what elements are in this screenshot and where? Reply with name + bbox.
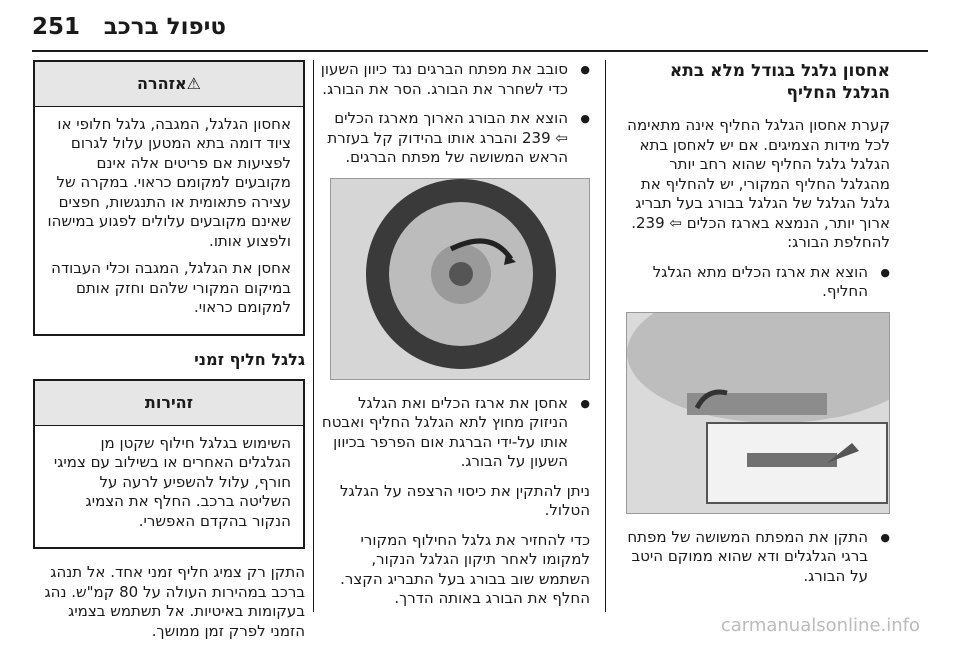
caution-text: השימוש בגלגל חילוף שקטן מן הגלגלים האחרים או בשילוב עם צמיגי חורף, עלול להשפיע לרעה על השליטה ברכב. החלף את הצמיג הנקור בהקדם האפשרי. <box>53 433 291 530</box>
warning-text: אחסון הגלגל, המגבה, גלגל חלופי או ציוד דומה בתא המטען עלול לגרום לפציעות אם פריטים אלה אינם מקובעים למקומם כראוי. במקרה של עצירה פתאומית או התנגשות, חפצים שאינם מקובעים עלולים לפגוע במישהו ולפצוע אותו. <box>47 114 291 250</box>
warning-body <box>35 107 303 334</box>
caution-box <box>33 379 305 549</box>
bullet-item: ● הוצא את הבורג הארוך מארגז הכלים ⇦ 239 והברג אותו בהידוק קל בעזרת הראש המשושה של מפתח הברגים. <box>320 109 590 168</box>
column-divider-left <box>313 60 314 612</box>
warning-icon: ⚠ <box>186 74 201 93</box>
temporary-spare-heading: גלגל חליף זמני <box>194 349 305 369</box>
bullet-item: ● אחסן את ארגז הכלים ואת הגלגל הניזוק מחוץ לתא הגלגל החליף ואבטח אותו על-ידי הברגת אום הפרפר בכיוון השעון על הבורג. <box>320 394 590 472</box>
page-number: 251 <box>32 14 81 40</box>
bullet-item: ● סובב את מפתח הברגים נגד כיוון השעון כדי לשחרר את הבורג. הסר את הבורג. <box>320 60 590 99</box>
column-divider-right <box>605 60 606 612</box>
paragraph: התקן רק צמיג חליף זמני אחד. אל תנהג ברכב במהירות העולה על 80 קמ"ש. נהג בעקומות באיטיות. אל תשתמש בצמיג הזמני לפרק זמן ממושך. <box>44 563 305 640</box>
page-header <box>0 0 960 52</box>
bullet-item: ● הוצא את ארגז הכלים מתא הגלגל החליף. <box>620 263 890 302</box>
section-heading: אחסון גלגל בגודל מלא בתא הגלגל החליף <box>669 61 890 103</box>
caution-body <box>35 426 303 548</box>
bullet-item: ● התקן את המפתח המשושה של מפתח ברגי הגלגלים ודא שהוא ממוקם היטב על הבורג. <box>620 528 890 587</box>
spare-wheel-well-photo <box>626 312 890 514</box>
paragraph: ניתן להתקין את כיסוי הרצפה על הגלגל הטלול. <box>340 481 590 519</box>
watermark: carmanualsonline.info <box>720 615 920 636</box>
spare-wheel-illustration <box>331 179 589 379</box>
right-column <box>620 60 890 596</box>
caution-header: זהירות <box>35 381 303 426</box>
spare-wheel-photo <box>330 178 590 380</box>
wheel-well-illustration <box>627 313 889 513</box>
paragraph: כדי להחזיר את גלגל החילוף המקורי למקומו לאחר תיקון הגלגל הנקור, השתמש שוב בבורג בעל התבריג הקצר. החלף את הבורג באותה הדרך. <box>340 530 590 607</box>
left-column <box>33 60 305 651</box>
intro-paragraph: קערת אחסון הגלגל החליף אינה מתאימה לכל מידות הצמיגים. אם יש לאחסן בתא הגלגל גלגל החליף שהוא רחב יותר מהגלגל החליף המקורי, יש להחליף את גלגל הגלגל של הגלגל בבורג בעל תבריג ארוך יותר, הנמצא בארגז הכלים ⇦ 239. להחלפת הבורג: <box>627 116 890 251</box>
middle-column <box>320 60 590 619</box>
warning-title: אזהרה <box>136 74 187 93</box>
warning-text: אחסן את הגלגל, המגבה וכלי העבודה במיקום המקורי שלהם וחזק אותם למקומם כראוי. <box>51 259 291 316</box>
header-rule <box>32 50 928 52</box>
warning-header <box>35 62 303 107</box>
warning-box <box>33 60 305 336</box>
page-title: טיפול ברכב <box>103 14 226 40</box>
